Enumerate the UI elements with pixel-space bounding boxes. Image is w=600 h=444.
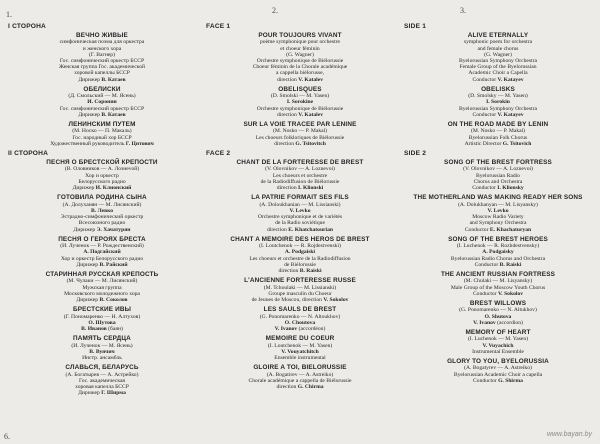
column-english	[404, 22, 592, 387]
track-credit-line: (V. Olovnikov — A. Loznevoi)	[265, 166, 335, 173]
track-entry	[206, 86, 394, 118]
track-entry	[404, 358, 592, 384]
column-russian	[8, 22, 196, 399]
track-entry	[404, 194, 592, 232]
track-title: L'ANCIENNE FORTERESSE RUSSE	[244, 277, 356, 285]
track-credit-line: and Symphony Orchestra	[469, 220, 527, 227]
track-credit-line: Дирижер В. Катаев	[78, 111, 126, 118]
track-credit-line: Белорусского радио	[78, 178, 126, 185]
track-credit-line: Дирижер Э. Хачатурян	[73, 226, 131, 233]
track-credit-line: (G. Wagner)	[286, 51, 314, 58]
track-entry	[8, 364, 196, 396]
track-credit-line: (А. Долуханян — М. Лисянский)	[62, 201, 142, 208]
track-credit-line: Гос. симфонический оркестр БССР	[59, 58, 145, 65]
track-credit-line: (И. Лученок — М. Ясень)	[71, 342, 133, 349]
track-credit-line: Les choeurs folkloriques de Biélorussie	[255, 134, 345, 141]
track-credit-line: I. Sorokine	[286, 99, 314, 106]
track-credit-line: Инстр. ансамбль	[82, 354, 122, 361]
track-credit-line: Instrumental Ensemble	[472, 348, 524, 355]
track-title: MEMORY OF HEART	[465, 328, 531, 336]
track-credit-line: (И. Лученок — Р. Рождественский)	[60, 243, 144, 250]
track-credit-line: (A. Bogatyrev — A. Astreiko)	[464, 365, 532, 372]
track-credit-line: Choeur féminin de la Chorale académique	[252, 64, 348, 71]
track-credit-line: Byelorussian Radio	[476, 172, 520, 179]
track-credit-line: (M. Tchoulaki — M. Lissianski)	[263, 284, 337, 291]
track-credit-line: Byelorussian Radio Chorus and Orchestra	[450, 255, 546, 262]
track-credit-line: V. Vouyatchitch	[281, 348, 319, 355]
track-entry	[206, 121, 394, 147]
track-entry	[206, 194, 394, 232]
track-credit-line: de la Radio soviétique	[275, 220, 325, 227]
track-credit-line: (G. Wagner)	[484, 51, 512, 58]
track-entry	[404, 300, 592, 326]
side-label: SIDE 1	[404, 23, 427, 30]
track-credit-line: and female chorus	[477, 45, 519, 52]
track-credit-line: direction B. Raiski	[278, 267, 322, 274]
track-credit-line: Conductor V. Katayev	[472, 111, 524, 118]
track-credit-line: Academic Choir a Capella	[468, 70, 528, 77]
track-credit-line: О. Шутова	[88, 319, 116, 326]
track-credit-line: (A. Bogatirev — A. Astreiko)	[266, 371, 334, 378]
track-title: ЛЕНИНСКИМ ПУТЕМ	[68, 121, 136, 129]
track-credit-line: direction V. Katalev	[276, 111, 324, 118]
track-credit-line: (I. Loutchenok — M. Yasen)	[267, 342, 333, 349]
track-credit-line: Гос. народный хор БССР	[72, 134, 132, 141]
track-title: ВЕЧНО ЖИВЫЕ	[76, 32, 128, 39]
watermark: www.bayan.by	[546, 431, 592, 438]
track-entry	[8, 236, 196, 268]
track-credit-line: Les choeurs et orchestre de la Radiodiffusion	[249, 255, 351, 262]
track-credit-line: (V. Olovnikov — A. Loznevoi)	[463, 166, 533, 173]
track-credit-line: V. Levko	[487, 207, 509, 214]
track-credit-line: (Д. Смольский — М. Ясень)	[68, 93, 136, 100]
track-credit-line: Les choeurs et orchestre	[272, 172, 328, 179]
track-credit-line: Женская группа Гос. академической	[58, 64, 146, 71]
track-entry	[404, 236, 592, 268]
track-credit-line: Moscow Radio Variety	[472, 214, 524, 221]
track-credit-line: direction G. Chirma	[276, 383, 324, 390]
track-credit-line: Хор и оркестр Белорусского радио	[60, 255, 144, 262]
track-credit-line: В. Левко	[90, 207, 114, 214]
track-credit-line: Всесоюзного радио	[78, 220, 126, 227]
track-credit-line: V. Levko	[289, 207, 311, 214]
track-entry	[8, 194, 196, 232]
track-title: CHANT A MEMOIRE DES HEROS DE BREST	[230, 235, 370, 243]
track-credit-line: a cappella biélorusse,	[276, 70, 324, 77]
track-credit-line: Conductor I. Klionsky	[472, 185, 524, 192]
track-credit-line: (В. Оловников — А. Лознevой)	[64, 166, 140, 173]
track-title: GLOIRE A TOI, BIELORUSSIE	[253, 364, 347, 372]
track-credit-line: Хор и оркестр	[85, 172, 119, 179]
track-credit-line: и женского хора	[82, 45, 122, 52]
track-credit-line: Гос. симфонический оркестр БССР	[59, 105, 145, 112]
track-credit-line: A. Podgaisky	[482, 249, 514, 256]
track-credit-line: Byelorussian Symphony Orchestra	[459, 105, 537, 112]
track-credit-line: Byelorussian Symphony Orchestra	[459, 58, 537, 65]
track-credit-line: хоровой капеллы БССР	[74, 70, 130, 77]
track-credit-line: Orchestre symphonique et de variétés	[257, 214, 343, 221]
track-credit-line: Мужская группа	[82, 284, 122, 291]
track-title: CHANT DE LA FORTERESSE DE BREST	[236, 159, 364, 167]
track-entry	[8, 271, 196, 303]
track-credit-line: Дирижер В. Соколов	[76, 296, 128, 303]
track-credit-line: (Г. Вагнер)	[89, 51, 115, 58]
track-credit-line: И. Соронин	[87, 99, 117, 106]
track-credit-line: V. Vuyachich	[482, 342, 514, 349]
track-title: LA PATRIE FORMAIT SES FILS	[251, 194, 349, 202]
track-credit-line: Byelorussian Folk Chorus	[468, 134, 528, 141]
track-credit-line: Художественный руководитель Г. Цитович	[50, 140, 154, 147]
track-credit-line: (M. Nosko — P. Makal)	[470, 128, 526, 135]
track-entry	[404, 329, 592, 355]
track-entry	[206, 306, 394, 332]
track-credit-line: I. Sorokin	[486, 99, 510, 106]
track-credit-line: Дирижер В. Райский	[76, 261, 128, 268]
track-entry	[8, 121, 196, 147]
track-credit-line: Conductor V. Katayev	[472, 76, 524, 83]
page-number-left: 1.	[6, 10, 12, 19]
track-title: SONG OF THE BREST FORTRESS	[444, 159, 552, 167]
page-number-right: 3.	[460, 6, 466, 15]
track-credit-line: Московского молодежного хора	[64, 290, 140, 297]
track-title: SONG OF THE BREST HEROES	[448, 235, 548, 243]
track-credit-line: Conductor B. Raiski	[474, 261, 522, 268]
track-credit-line: Artistic Director G. Tsitovich	[464, 140, 532, 147]
track-entry	[8, 159, 196, 191]
track-credit-line: (D. Smolski — M. Yasen)	[270, 93, 330, 100]
track-credit-line: хоровая капелла БССР	[75, 383, 129, 390]
track-credit-line: direction I. Klionski	[276, 185, 324, 192]
track-credit-line: (Г. Пономаренко — Н. Алтухов)	[63, 313, 141, 320]
track-credit-line: (I. Luchenok — R. Rozhdestvensky)	[456, 243, 540, 250]
track-title: BREST WILLOWS	[469, 299, 527, 307]
track-credit-line: симфоническая поэма для оркестра	[59, 39, 145, 46]
track-credit-line: Ensemble instrumental	[274, 354, 326, 361]
track-credit-line: Conductor V. Sokolov	[472, 290, 524, 297]
track-title: ПАМЯТЬ СЕРДЦА	[73, 335, 131, 343]
track-credit-line: de Jeunes de Moscou, direction V. Sokolov	[251, 296, 349, 303]
track-title: ALIVE ETERNALLY	[467, 32, 529, 39]
track-credit-line: de la Radiodiffusion de Biélorussie	[260, 178, 340, 185]
track-entry	[404, 86, 592, 118]
track-title: MEMOIRE DU COEUR	[265, 335, 335, 343]
track-title: OBELISQUES	[278, 85, 322, 93]
track-credit-line: (I. Luchenok — M. Yasen)	[467, 336, 529, 343]
track-credit-line: Orchestre symphonique de Biélorussie	[256, 105, 344, 112]
track-credit-line: Byelorussian Academic Choir a capella	[453, 371, 543, 378]
track-credit-line: Conductor E. Khachaturyan	[464, 226, 532, 233]
track-title: THE MOTHERLAND WAS MAKING READY HER SONS	[413, 194, 583, 202]
track-credit-line: А. Подгайский	[83, 249, 121, 256]
track-entry	[206, 364, 394, 390]
track-credit-line: Female Group of the Byelorussian	[459, 64, 537, 71]
track-credit-line: В. Вуячич	[89, 348, 115, 355]
track-credit-line: (A. Dolukhanyan — M. Lisyansky)	[458, 201, 538, 208]
track-entry	[404, 32, 592, 83]
track-credit-line: (G. Ponomarenko — N. Altoukhov)	[259, 313, 341, 320]
side-label: FACE 1	[206, 23, 231, 30]
track-title: OBELISKS	[481, 85, 515, 93]
track-credit-line: Дирижер Г. Ширма	[78, 390, 126, 397]
track-credit-line: (М. Носко — П. Макаль)	[72, 128, 132, 135]
track-entry	[8, 306, 196, 332]
side-label: I СТОРОНА	[8, 23, 47, 30]
track-entry	[404, 271, 592, 297]
track-credit-line: direction V. Katalev	[276, 76, 324, 83]
track-title: ОБЕЛИСКИ	[83, 85, 121, 93]
column-french	[206, 22, 394, 393]
track-title: SUR LA VOIE TRACEE PAR LENINE	[243, 121, 357, 129]
track-credit-line: V. Ivanov (accordéon)	[274, 325, 326, 332]
track-credit-line: Groupe masculin du Choeur	[268, 290, 332, 297]
track-title: СТАРИННАЯ РУССКАЯ КРЕПОСТЬ	[45, 270, 159, 278]
track-credit-line: Дирижер В. Катаев	[78, 76, 126, 83]
track-credit-line: O. Choutova	[284, 319, 316, 326]
track-credit-line: Orchestre symphonique de Biélorussie	[256, 58, 344, 65]
track-credit-line: (M. Chulaki — M. Lisyansky)	[463, 278, 533, 285]
track-credit-line: direction E. Khatchatourian	[266, 226, 334, 233]
track-entry	[206, 335, 394, 361]
track-title: ГОТОВИЛА РОДИНА СЫНА	[57, 194, 147, 202]
track-credit-line: poème symphonique pour orchestre	[259, 39, 340, 46]
track-credit-line: symphonic poem for orchestra	[463, 39, 533, 46]
side-label: SIDE 2	[404, 150, 427, 158]
track-entry	[8, 335, 196, 361]
track-credit-line: V. Ivanov (accordion)	[473, 319, 523, 326]
track-title: ПЕСНЯ О БРЕСТСКОЙ КРЕПОСТИ	[46, 159, 158, 167]
track-credit-line: (M. Nosko — P. Makal)	[272, 128, 328, 135]
track-credit-line: A. Podgaiski	[284, 249, 316, 256]
track-entry	[404, 121, 592, 147]
track-credit-line: (I. Loutchenok — R. Rojdestvenski)	[259, 243, 341, 250]
track-entry	[404, 159, 592, 191]
track-credit-line: (А. Богатырев — А. Астрейко)	[65, 371, 139, 378]
track-title: THE ANCIENT RUSSIAN FORTRESS	[440, 270, 556, 278]
track-entry	[206, 236, 394, 274]
track-credit-line: (М. Чулаки — М. Лисянский)	[66, 278, 138, 285]
track-credit-line: Дирижер И. Клионский	[72, 185, 132, 192]
track-entry	[206, 32, 394, 83]
track-title: GLORY TO YOU, BYELORUSSIA	[447, 357, 549, 365]
track-entry	[206, 277, 394, 303]
track-credit-line: et choeur féminin	[280, 45, 320, 52]
track-credit-line: (A. Doloukhanian — M. Lissianski)	[259, 201, 341, 208]
page-number-bottom: 6.	[4, 432, 10, 441]
track-entry	[206, 159, 394, 191]
track-title: СЛАВЬСЯ, БЕЛАРУСЬ	[65, 364, 139, 372]
track-credit-line: O. Shutova	[484, 313, 512, 320]
track-entry	[8, 86, 196, 118]
track-title: БРЕСТСКИЕ ИВЫ	[72, 306, 132, 314]
side-label: II СТОРОНА	[8, 150, 49, 158]
track-title: LES SAULS DE BREST	[263, 306, 337, 314]
track-credit-line: Эстрадно-симфонический оркестр	[60, 214, 144, 221]
track-credit-line: Chorus and Orchestra	[473, 178, 523, 185]
track-credit-line: (G. Ponomarenko — N. Altukhov)	[459, 307, 537, 314]
track-title: POUR TOUJOURS VIVANT	[258, 32, 342, 39]
track-title: ON THE ROAD MADE BY LENIN	[447, 121, 549, 129]
track-credit-line: direction G. Tsitovitch	[274, 140, 326, 147]
track-credit-line: Гос. академическая	[78, 377, 126, 384]
track-credit-line: Male Group of the Moscow Youth Chorus	[450, 284, 546, 291]
track-credit-line: Conductor G. Shirma	[473, 377, 523, 384]
side-label: FACE 2	[206, 150, 231, 158]
track-entry	[8, 32, 196, 83]
track-credit-line: Chorale académique a cappella de Biélorussie	[248, 377, 352, 384]
track-credit-line: de Biélorussie	[284, 261, 316, 268]
track-title: ПЕСНЯ О ГЕРОЯХ БРЕСТА	[58, 235, 146, 243]
page-number-middle: 2.	[272, 6, 278, 15]
track-credit-line: В. Иванов (баян)	[81, 325, 123, 332]
track-credit-line: (D. Smolsky — M. Yasen)	[468, 93, 528, 100]
